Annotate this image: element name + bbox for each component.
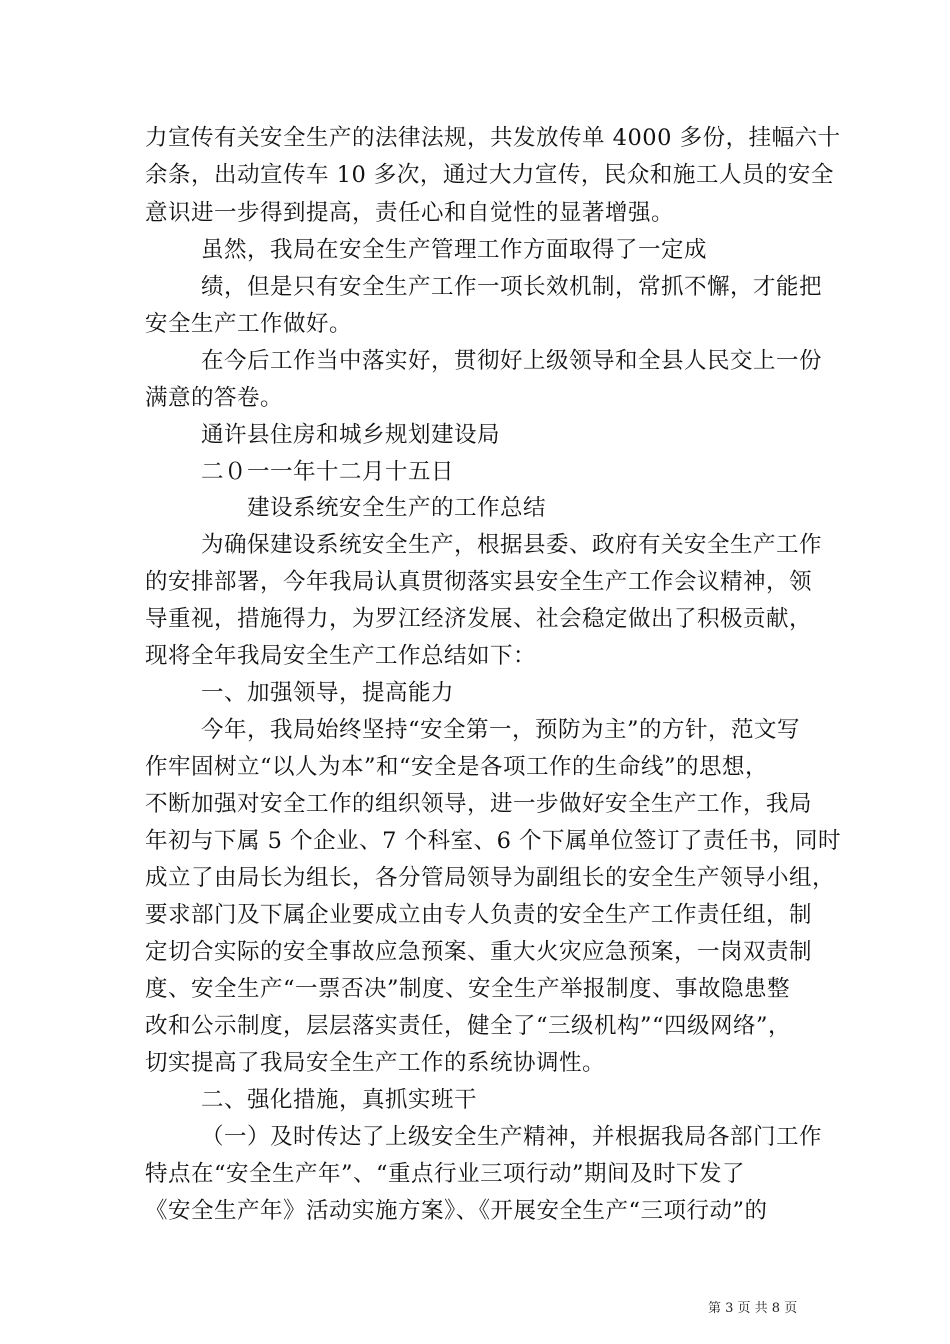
signature-date: 二０一一年十二月十五日 bbox=[201, 459, 455, 485]
body-line-8: 满意的答卷。 bbox=[145, 385, 284, 411]
heading-two: 二、强化措施，真抓实班干 bbox=[201, 1087, 478, 1113]
body-line-14: 导重视，措施得力，为罗江经济发展、社会稳定做出了积极贡献， bbox=[145, 606, 813, 632]
body-line-18: 作牢固树立“以人为本”和“安全是各项工作的生命线”的思想， bbox=[145, 754, 769, 780]
body-line-1: 力宣传有关安全生产的法律法规，共发放传单 4000 多份，挂幅六十 bbox=[145, 125, 841, 151]
section-title: 建设系统安全生产的工作总结 bbox=[247, 495, 547, 521]
body-line-6: 安全生产工作做好。 bbox=[145, 311, 353, 337]
body-line-15: 现将全年我局安全生产工作总结如下： bbox=[145, 643, 537, 669]
signature-organization: 通许县住房和城乡规划建设局 bbox=[201, 422, 501, 448]
body-line-4: 虽然，我局在安全生产管理工作方面取得了一定成 bbox=[201, 237, 708, 263]
body-line-30: 《安全生产年》活动实施方案》、《开展安全生产“三项行动”的 bbox=[145, 1198, 768, 1224]
body-line-12: 为确保建设系统安全生产，根据县委、政府有关安全生产工作 bbox=[201, 532, 823, 558]
body-line-25: 改和公示制度，层层落实责任，健全了“三级机构”“四级网络”， bbox=[145, 1013, 792, 1039]
body-line-28: （一）及时传达了上级安全生产精神，并根据我局各部门工作 bbox=[201, 1124, 823, 1150]
body-line-7: 在今后工作当中落实好，贯彻好上级领导和全县人民交上一份 bbox=[201, 348, 823, 374]
body-line-2: 余条，出动宣传车 10 多次，通过大力宣传，民众和施工人员的安全 bbox=[145, 162, 834, 188]
body-line-21: 成立了由局长为组长，各分管局领导为副组长的安全生产领导小组， bbox=[145, 865, 836, 891]
body-line-20: 年初与下属 5 个企业、7 个科室、6 个下属单位签订了责任书，同时 bbox=[145, 828, 842, 854]
heading-one: 一、加强领导，提高能力 bbox=[201, 680, 455, 706]
body-line-22: 要求部门及下属企业要成立由专人负责的安全生产工作责任组，制 bbox=[145, 902, 813, 928]
body-line-13: 的安排部署，今年我局认真贯彻落实县安全生产工作会议精神，领 bbox=[145, 569, 813, 595]
body-line-24: 度、安全生产“一票否决”制度、安全生产举报制度、事故隐患整 bbox=[145, 976, 791, 1002]
body-line-17: 今年，我局始终坚持“安全第一，预防为主”的方针，范文写 bbox=[201, 717, 801, 743]
body-line-5: 绩，但是只有安全生产工作一项长效机制，常抓不懈，才能把 bbox=[201, 274, 823, 300]
body-line-29: 特点在“安全生产年”、“重点行业三项行动”期间及时下发了 bbox=[145, 1161, 746, 1187]
body-line-3: 意识进一步得到提高，责任心和自觉性的显著增强。 bbox=[145, 200, 675, 226]
body-line-23: 定切合实际的安全事故应急预案、重大火灾应急预案，一岗双责制 bbox=[145, 939, 813, 965]
body-line-26: 切实提高了我局安全生产工作的系统协调性。 bbox=[145, 1050, 606, 1076]
body-line-19: 不断加强对安全工作的组织领导，进一步做好安全生产工作，我局 bbox=[145, 791, 813, 817]
page-number-footer: 第 3 页 共 8 页 bbox=[708, 1301, 798, 1316]
